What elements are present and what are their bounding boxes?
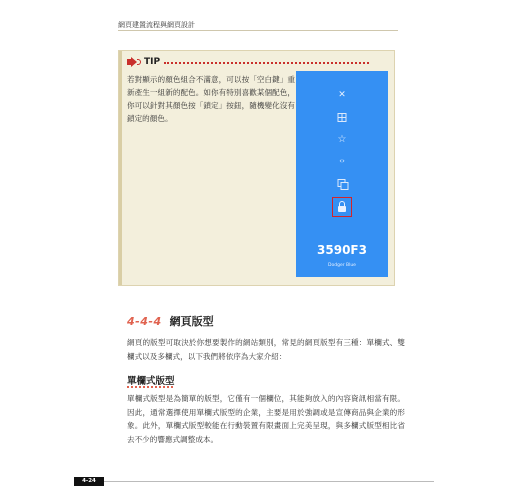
tip-side-bar	[119, 51, 122, 285]
close-icon[interactable]: ✕	[338, 90, 346, 100]
megaphone-icon	[127, 57, 141, 67]
header-rule	[118, 30, 398, 31]
color-swatch	[296, 71, 388, 277]
tip-text: 若對顯示的顏色組合不滿意，可以按「空白鍵」重新產生一組新的配色。如你有特別喜歡某個配色，你可以針對其顏色按「鎖定」按鈕，隨機變化沒有鎖定的顏色。	[127, 75, 295, 123]
swatch-hex: 3590F3	[317, 243, 367, 257]
swatch-color-name: Dodger Blue	[328, 263, 356, 268]
subsection-body: 單欄式版型是為簡單的版型，它僅有一個欄位，其能夠放入的內容資訊相當有限。因此，通常選擇使用單欄式版型的企業，主要是用於強調或是宣傳商品與企業的形象。此外，單欄式版型較能在行動裝置有限畫面上完美呈現，與多欄式版型相比省去不少的響應式調整成本。	[127, 394, 405, 444]
footer-rule	[104, 481, 434, 482]
page-number: 4-24	[74, 477, 104, 486]
section-number: 4-4-4	[127, 315, 162, 328]
section-intro: 網頁的版型可取決於你想要製作的網站類別，常見的網頁版型有三種：單欄式、雙欄式以及多欄式，以下我們將依序為大家介紹：	[127, 338, 405, 361]
star-icon[interactable]: ☆	[337, 134, 347, 145]
grid-icon[interactable]	[338, 113, 347, 122]
tip-label: TIP	[144, 57, 161, 67]
subsection-title: 單欄式版型	[127, 376, 175, 387]
lock-highlight	[332, 197, 352, 217]
arrows-icon[interactable]: ‹›	[339, 157, 345, 165]
section-heading	[127, 313, 214, 329]
section-title: 網頁版型	[169, 315, 214, 328]
lock-icon[interactable]	[338, 206, 346, 212]
tip-dotted-rule	[164, 62, 369, 64]
subsection-underline	[127, 386, 173, 388]
tip-box	[118, 50, 395, 286]
copy-icon[interactable]	[338, 179, 347, 188]
tip-header	[127, 57, 369, 67]
running-head: 網頁建置流程與網頁設計	[118, 21, 195, 29]
